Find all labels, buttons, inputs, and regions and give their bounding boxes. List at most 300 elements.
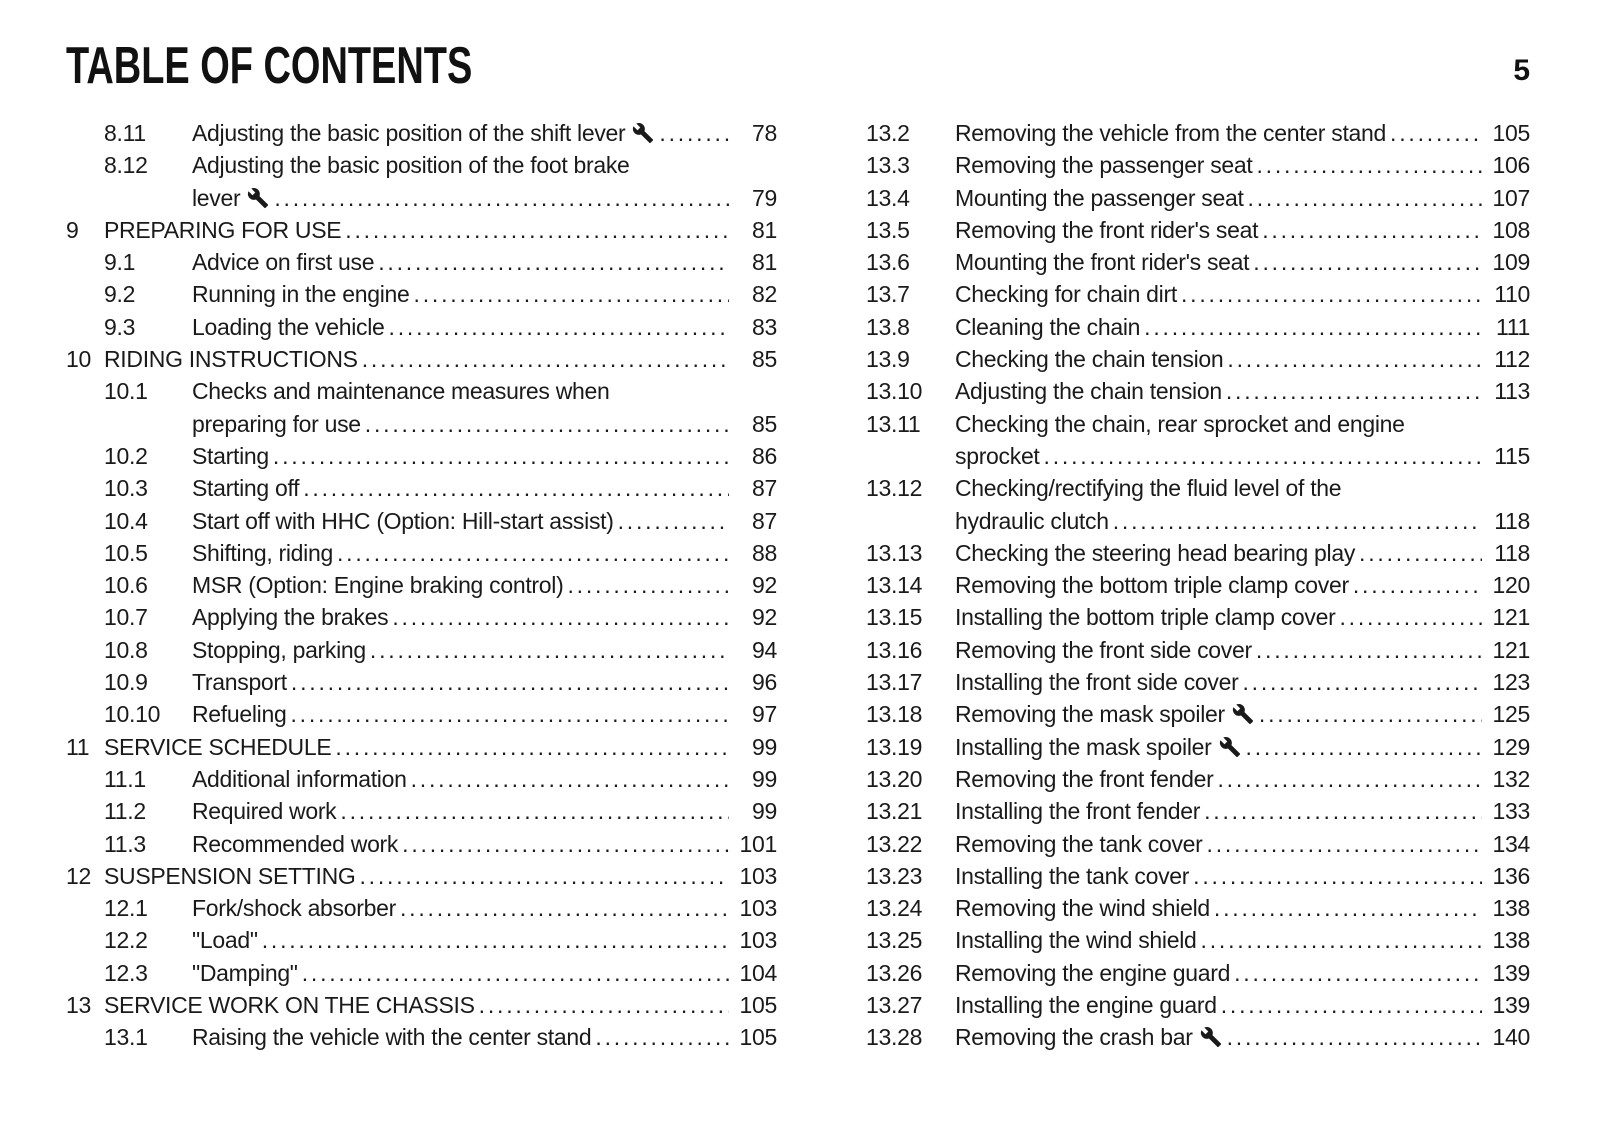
entry-title: Removing the passenger seat xyxy=(955,152,1253,179)
entry-number: 13.17 xyxy=(866,669,923,696)
entry-last-line xyxy=(955,957,1530,989)
entry-number: 13.28 xyxy=(866,1024,923,1051)
toc-entry xyxy=(66,472,777,504)
dot-leader xyxy=(1181,278,1482,310)
entry-body xyxy=(192,537,777,569)
entry-title: sprocket xyxy=(955,442,1040,469)
toc-entry xyxy=(66,311,777,343)
entry-body xyxy=(955,795,1530,827)
dot-leader xyxy=(1246,731,1482,763)
entry-last-line xyxy=(955,311,1530,343)
toc-entry xyxy=(66,731,777,763)
entry-number: 13.25 xyxy=(866,927,923,954)
entry-last-line xyxy=(192,311,777,343)
entry-body xyxy=(192,698,777,730)
entry-page: 110 xyxy=(1494,281,1530,308)
wrench-icon xyxy=(632,122,654,144)
entry-last-line xyxy=(192,828,777,860)
entry-last-line xyxy=(955,537,1530,569)
toc-entry xyxy=(866,795,1530,827)
entry-last-line xyxy=(955,440,1530,472)
entry-title: Required work xyxy=(192,798,337,825)
entry-number: 13.24 xyxy=(866,895,923,922)
entry-title: PREPARING FOR USE xyxy=(104,216,342,243)
entry-title: RIDING INSTRUCTIONS xyxy=(104,346,358,373)
dot-leader xyxy=(1256,634,1482,666)
entry-number: 13.16 xyxy=(866,636,923,663)
entry-number: 13.14 xyxy=(866,572,923,599)
toc-entry xyxy=(866,892,1530,924)
entry-last-line xyxy=(955,505,1530,537)
toc-entry xyxy=(66,343,777,375)
entry-page: 113 xyxy=(1494,378,1530,405)
entry-page: 108 xyxy=(1492,216,1530,243)
entry-page: 112 xyxy=(1494,346,1530,373)
dot-leader xyxy=(1339,601,1482,633)
entry-last-line xyxy=(955,634,1530,666)
entry-number: 12 xyxy=(66,862,91,889)
entry-last-line xyxy=(104,989,777,1021)
entry-title: Loading the vehicle xyxy=(192,313,385,340)
entry-page: 83 xyxy=(752,313,777,340)
toc-entry xyxy=(66,601,777,633)
dot-leader xyxy=(618,505,729,537)
dot-leader xyxy=(595,1021,729,1053)
entry-page: 97 xyxy=(752,701,777,728)
toc-entry xyxy=(66,375,777,440)
dot-leader xyxy=(1227,1021,1482,1053)
entry-title: SERVICE WORK ON THE CHASSIS xyxy=(104,992,475,1019)
entry-number: 13.18 xyxy=(866,701,923,728)
entry-title: Installing the mask spoiler xyxy=(955,733,1212,760)
entry-last-line xyxy=(955,924,1530,956)
page-number: 5 xyxy=(1513,54,1530,87)
entry-number: 11.3 xyxy=(104,830,146,857)
dot-leader xyxy=(1201,924,1482,956)
entry-number: 10.1 xyxy=(104,378,148,405)
entry-last-line xyxy=(192,278,777,310)
entry-number: 13.11 xyxy=(866,410,921,437)
toc-entry xyxy=(66,117,777,149)
entry-number: 13.22 xyxy=(866,830,923,857)
entry-number: 13.12 xyxy=(866,475,923,502)
entry-body xyxy=(955,182,1530,214)
toc-entry xyxy=(866,634,1530,666)
entry-page: 139 xyxy=(1492,959,1530,986)
entry-last-line xyxy=(192,924,777,956)
entry-body xyxy=(192,246,777,278)
entry-title: Mounting the front rider's seat xyxy=(955,249,1250,276)
entry-title: Applying the brakes xyxy=(192,604,389,631)
dot-leader xyxy=(414,278,730,310)
dot-leader xyxy=(567,569,729,601)
entry-number: 9.2 xyxy=(104,281,136,308)
entry-last-line xyxy=(192,182,777,214)
toc-entry xyxy=(66,505,777,537)
entry-number: 10.3 xyxy=(104,475,148,502)
entry-body xyxy=(104,860,777,892)
entry-page: 88 xyxy=(752,539,777,566)
entry-body xyxy=(192,601,777,633)
entry-number: 8.12 xyxy=(104,152,148,179)
entry-page: 87 xyxy=(752,475,777,502)
dot-leader xyxy=(345,214,729,246)
entry-body xyxy=(104,214,777,246)
toc-entry xyxy=(866,311,1530,343)
entry-title: Removing the front side cover xyxy=(955,636,1252,663)
entry-body xyxy=(955,117,1530,149)
entry-title: Installing the tank cover xyxy=(955,862,1190,889)
dot-leader xyxy=(1044,440,1482,472)
entry-number: 12.1 xyxy=(104,895,148,922)
entry-last-line xyxy=(955,666,1530,698)
entry-last-line xyxy=(955,117,1530,149)
entry-number: 10.4 xyxy=(104,507,148,534)
entry-page: 101 xyxy=(739,830,777,857)
entry-body xyxy=(192,149,777,214)
entry-title: Running in the engine xyxy=(192,281,410,308)
entry-title: preparing for use xyxy=(192,410,361,437)
entry-page: 120 xyxy=(1492,572,1530,599)
entry-title: Raising the vehicle with the center stand xyxy=(192,1024,592,1051)
entry-body xyxy=(955,375,1530,407)
entry-number: 13.13 xyxy=(866,539,923,566)
entry-last-line xyxy=(192,1021,777,1053)
entry-title: Start off with HHC (Option: Hill-start assist) xyxy=(192,507,614,534)
entry-body xyxy=(955,1021,1530,1053)
dot-leader xyxy=(291,666,729,698)
entry-title-line: Adjusting the basic position of the foot brake xyxy=(192,152,630,179)
entry-page: 125 xyxy=(1492,701,1530,728)
entry-page: 94 xyxy=(752,636,777,663)
entry-title: SUSPENSION SETTING xyxy=(104,862,356,889)
entry-number: 12.3 xyxy=(104,959,148,986)
entry-last-line xyxy=(955,375,1530,407)
entry-body xyxy=(955,731,1530,763)
entry-last-line xyxy=(104,214,777,246)
toc-entry xyxy=(66,214,777,246)
entry-last-line xyxy=(104,731,777,763)
dot-leader xyxy=(1353,569,1482,601)
dot-leader xyxy=(1242,666,1482,698)
entry-body xyxy=(955,698,1530,730)
entry-page: 104 xyxy=(739,959,777,986)
toc-entry xyxy=(866,343,1530,375)
entry-page: 121 xyxy=(1492,604,1530,631)
entry-page: 105 xyxy=(1492,120,1530,146)
entry-page: 99 xyxy=(752,765,777,792)
entry-number: 8.11 xyxy=(104,120,146,146)
toc-entry xyxy=(866,537,1530,569)
entry-title-line: Checks and maintenance measures when xyxy=(192,378,610,405)
entry-title: Removing the engine guard xyxy=(955,959,1231,986)
entry-title: Removing the vehicle from the center stand xyxy=(955,120,1387,146)
entry-title: Recommended work xyxy=(192,830,399,857)
entry-last-line xyxy=(955,278,1530,310)
entry-number: 11 xyxy=(66,733,90,760)
entry-page: 115 xyxy=(1494,442,1530,469)
dot-leader xyxy=(392,601,729,633)
dot-leader xyxy=(402,828,729,860)
dot-leader xyxy=(1221,989,1482,1021)
entry-title-line: Checking the chain, rear sprocket and engine xyxy=(955,410,1405,437)
entry-page: 85 xyxy=(752,346,777,373)
entry-body xyxy=(192,828,777,860)
entry-title: Cleaning the chain xyxy=(955,313,1141,340)
dot-leader xyxy=(365,408,729,440)
entry-title: Installing the front fender xyxy=(955,798,1201,825)
entry-number: 13.26 xyxy=(866,959,923,986)
entry-number: 13.6 xyxy=(866,249,910,276)
toc-entry xyxy=(866,698,1530,730)
entry-title: SERVICE SCHEDULE xyxy=(104,733,332,760)
entry-title: Starting off xyxy=(192,475,300,502)
entry-title: Adjusting the chain tension xyxy=(955,378,1222,405)
entry-last-line xyxy=(955,601,1530,633)
entry-last-line xyxy=(955,214,1530,246)
toc-entry xyxy=(66,828,777,860)
toc-entry xyxy=(866,924,1530,956)
entry-body xyxy=(104,731,777,763)
entry-body xyxy=(955,569,1530,601)
entry-number: 10.8 xyxy=(104,636,148,663)
toc-entry xyxy=(866,601,1530,633)
entry-title: hydraulic clutch xyxy=(955,507,1109,534)
toc-column-left xyxy=(66,117,777,1054)
entry-title: lever xyxy=(192,184,241,211)
toc-entry xyxy=(866,214,1530,246)
entry-number: 9 xyxy=(66,216,79,243)
wrench-icon xyxy=(1232,703,1254,725)
entry-body xyxy=(955,860,1530,892)
toc-entry xyxy=(866,1021,1530,1053)
entry-number: 13.2 xyxy=(866,120,910,146)
toc-entry xyxy=(66,666,777,698)
entry-number: 13.27 xyxy=(866,992,923,1019)
entry-title: Installing the front side cover xyxy=(955,669,1239,696)
toc-entry xyxy=(66,149,777,214)
entry-page: 139 xyxy=(1492,992,1530,1019)
entry-number: 11.1 xyxy=(104,765,146,792)
entry-body xyxy=(955,472,1530,537)
entry-page: 134 xyxy=(1492,830,1530,857)
entry-number: 10.7 xyxy=(104,604,148,631)
entry-page: 87 xyxy=(752,507,777,534)
dot-leader xyxy=(302,957,729,989)
entry-title: MSR (Option: Engine braking control) xyxy=(192,572,564,599)
entry-title: Additional information xyxy=(192,765,407,792)
entry-body xyxy=(192,957,777,989)
toc-entry xyxy=(866,828,1530,860)
entry-page: 138 xyxy=(1492,895,1530,922)
dot-leader xyxy=(1227,343,1482,375)
dot-leader xyxy=(1214,892,1482,924)
entry-page: 99 xyxy=(752,798,777,825)
dot-leader xyxy=(303,472,729,504)
dot-leader xyxy=(1234,957,1482,989)
entry-last-line xyxy=(192,795,777,827)
entry-page: 103 xyxy=(739,895,777,922)
entry-last-line xyxy=(192,763,777,795)
toc-entry xyxy=(866,472,1530,537)
entry-body xyxy=(104,343,777,375)
toc-entry xyxy=(866,957,1530,989)
toc-entry xyxy=(66,989,777,1021)
entry-page: 118 xyxy=(1494,507,1530,534)
toc-entry xyxy=(66,795,777,827)
entry-page: 79 xyxy=(752,184,777,211)
entry-body xyxy=(955,214,1530,246)
wrench-icon xyxy=(1219,736,1241,758)
entry-title: Removing the crash bar xyxy=(955,1024,1193,1051)
entry-body xyxy=(192,892,777,924)
entry-title: Installing the wind shield xyxy=(955,927,1197,954)
entry-title: Installing the bottom triple clamp cover xyxy=(955,604,1336,631)
entry-body xyxy=(192,795,777,827)
entry-number: 13.8 xyxy=(866,313,910,340)
entry-body xyxy=(192,117,777,149)
entry-page: 99 xyxy=(752,733,777,760)
entry-last-line xyxy=(955,182,1530,214)
dot-leader xyxy=(400,892,729,924)
entry-title: Removing the mask spoiler xyxy=(955,701,1225,728)
entry-title: Mounting the passenger seat xyxy=(955,184,1244,211)
entry-page: 96 xyxy=(752,669,777,696)
entry-number: 9.1 xyxy=(104,249,136,276)
entry-last-line xyxy=(192,246,777,278)
entry-page: 86 xyxy=(752,442,777,469)
entry-last-line xyxy=(955,763,1530,795)
entry-last-line xyxy=(955,731,1530,763)
toc-entry xyxy=(66,246,777,278)
entry-last-line xyxy=(104,860,777,892)
entry-number: 13.15 xyxy=(866,604,923,631)
entry-page: 81 xyxy=(752,249,777,276)
entry-number: 13.9 xyxy=(866,346,910,373)
entry-number: 10.6 xyxy=(104,572,148,599)
toc-entry xyxy=(866,246,1530,278)
page-title: TABLE OF CONTENTS xyxy=(66,37,473,95)
entry-last-line xyxy=(192,698,777,730)
entry-title: "Load" xyxy=(192,927,258,954)
entry-page: 111 xyxy=(1495,313,1530,340)
dot-leader xyxy=(659,117,729,149)
entry-body xyxy=(192,278,777,310)
entry-number: 13.5 xyxy=(866,216,910,243)
toc-entry xyxy=(866,763,1530,795)
entry-last-line xyxy=(192,537,777,569)
entry-last-line xyxy=(104,343,777,375)
entry-number: 10.2 xyxy=(104,442,148,469)
entry-number: 13 xyxy=(66,992,91,1019)
entry-page: 132 xyxy=(1492,765,1530,792)
entry-page: 106 xyxy=(1492,152,1530,179)
dot-leader xyxy=(1217,763,1482,795)
entry-body xyxy=(955,601,1530,633)
entry-number: 13.21 xyxy=(866,798,923,825)
entry-body xyxy=(955,924,1530,956)
entry-page: 81 xyxy=(752,216,777,243)
entry-body xyxy=(192,763,777,795)
entry-number: 13.1 xyxy=(104,1024,148,1051)
entry-body xyxy=(192,924,777,956)
entry-title-line: Checking/rectifying the fluid level of the xyxy=(955,475,1342,502)
dot-leader xyxy=(1248,182,1482,214)
dot-leader xyxy=(1207,828,1482,860)
entry-last-line xyxy=(192,957,777,989)
entry-last-line xyxy=(192,440,777,472)
entry-page: 105 xyxy=(739,1024,777,1051)
dot-leader xyxy=(479,989,729,1021)
entry-page: 103 xyxy=(739,927,777,954)
toc-entry xyxy=(866,278,1530,310)
toc-entry xyxy=(866,666,1530,698)
entry-body xyxy=(192,634,777,666)
dot-leader xyxy=(273,440,729,472)
toc-entry xyxy=(866,569,1530,601)
entry-number: 13.7 xyxy=(866,281,910,308)
entry-title: Removing the bottom triple clamp cover xyxy=(955,572,1349,599)
dot-leader xyxy=(370,634,729,666)
toc-entry xyxy=(866,182,1530,214)
dot-leader xyxy=(1262,214,1482,246)
entry-title: Shifting, riding xyxy=(192,539,333,566)
entry-last-line xyxy=(192,892,777,924)
entry-number: 13.20 xyxy=(866,765,923,792)
entry-last-line xyxy=(192,666,777,698)
toc-entry xyxy=(66,860,777,892)
entry-number: 10.9 xyxy=(104,669,148,696)
entry-last-line xyxy=(192,569,777,601)
toc-entry xyxy=(66,278,777,310)
entry-body xyxy=(192,311,777,343)
entry-body xyxy=(192,375,777,440)
toc-entry xyxy=(66,698,777,730)
entry-number: 10.5 xyxy=(104,539,148,566)
entry-page: 85 xyxy=(752,410,777,437)
entry-body xyxy=(955,957,1530,989)
entry-last-line xyxy=(192,505,777,537)
entry-body xyxy=(955,828,1530,860)
toc-entry xyxy=(866,989,1530,1021)
dot-leader xyxy=(337,537,729,569)
entry-body xyxy=(955,634,1530,666)
entry-number: 12.2 xyxy=(104,927,148,954)
dot-leader xyxy=(1204,795,1482,827)
entry-page: 140 xyxy=(1492,1024,1530,1051)
dot-leader xyxy=(411,763,729,795)
dot-leader xyxy=(1253,246,1482,278)
entry-number: 13.19 xyxy=(866,733,923,760)
entry-title: Fork/shock absorber xyxy=(192,895,396,922)
entry-last-line xyxy=(955,795,1530,827)
entry-title: Checking the steering head bearing play xyxy=(955,539,1356,566)
dot-leader xyxy=(1259,698,1482,730)
entry-page: 138 xyxy=(1492,927,1530,954)
entry-page: 82 xyxy=(752,281,777,308)
entry-body xyxy=(955,343,1530,375)
entry-last-line xyxy=(192,408,777,440)
entry-page: 123 xyxy=(1492,669,1530,696)
entry-last-line xyxy=(192,117,777,149)
entry-body xyxy=(955,892,1530,924)
dot-leader xyxy=(1359,537,1482,569)
entry-last-line xyxy=(955,828,1530,860)
entry-number: 13.23 xyxy=(866,862,923,889)
toc-entry xyxy=(66,892,777,924)
entry-last-line xyxy=(955,246,1530,278)
entry-page: 133 xyxy=(1492,798,1530,825)
